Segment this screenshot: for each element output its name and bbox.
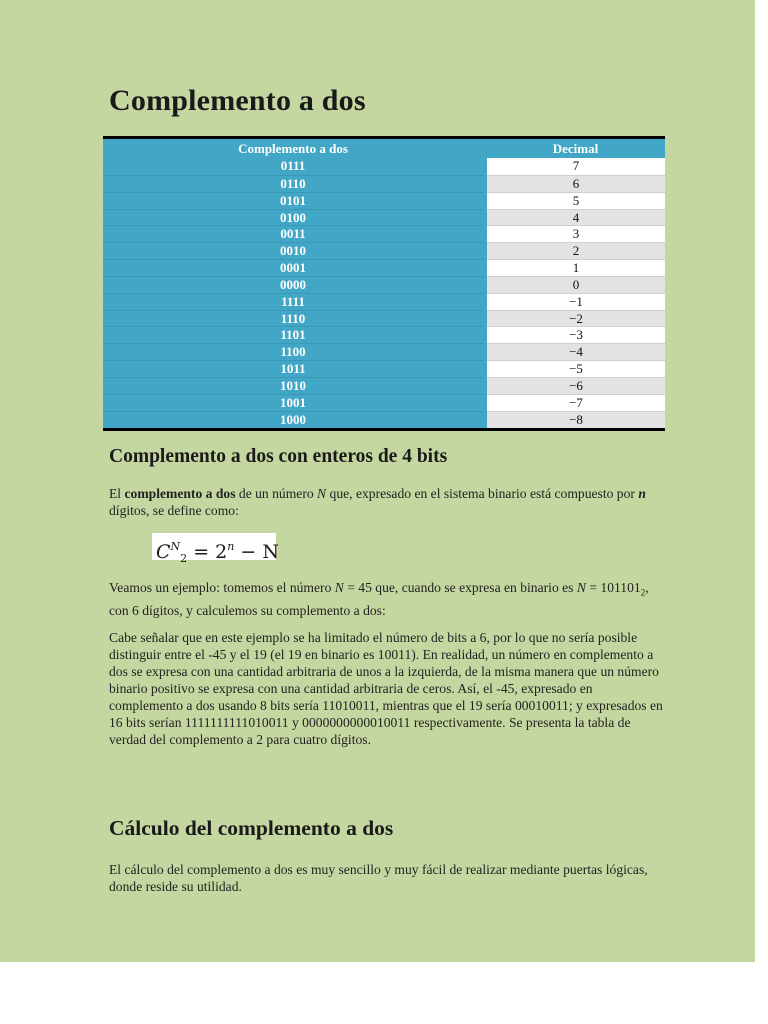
formula-image xyxy=(152,533,279,565)
formula-exponent: n xyxy=(227,540,235,553)
table-row xyxy=(103,411,665,428)
decimal-cell: −1 xyxy=(487,293,665,310)
text-span: Veamos un ejemplo: tomemos el número xyxy=(109,580,335,595)
decimal-cell: 2 xyxy=(487,242,665,259)
decimal-cell: −8 xyxy=(487,411,665,428)
variable-N: N xyxy=(317,486,327,501)
table-row xyxy=(103,310,665,327)
binary-cell: 0001 xyxy=(103,259,483,276)
decimal-cell: 3 xyxy=(487,225,665,242)
table-row xyxy=(103,377,665,394)
table-row xyxy=(103,326,665,343)
binary-cell: 1110 xyxy=(103,310,483,327)
decimal-cell: 0 xyxy=(487,276,665,293)
binary-cell: 1111 xyxy=(103,293,483,310)
table-row xyxy=(103,276,665,293)
binary-cell: 0011 xyxy=(103,225,483,242)
binary-cell: 0111 xyxy=(103,158,483,175)
table-header-row xyxy=(103,139,665,158)
binary-cell: 1100 xyxy=(103,343,483,360)
explanation-paragraph: Cabe señalar que en este ejemplo se ha limitado el número de bits a 6, por lo que no sería posible distinguir entre el -45 y el 19 (el 19 en binario es 10011). En realidad, un número en complemento a dos se expresa con una cantidad arbitraria de unos a la izquierda, de la misma manera que un número binario positivo se expresa con una cantidad arbitraria de ceros. Así, el -45, expresado en complemento a dos usando 8 bits sería 11010011, mientras que el 19 sería 00010011; y expresados en 16 bits serían 1111111111010011 y 0000000000010011 respectivamente. Se presenta la tabla de verdad del complemento a 2 para cuatro dígitos. xyxy=(109,630,663,747)
table-row xyxy=(103,158,665,175)
table-row xyxy=(103,175,665,192)
formula-superscript: N xyxy=(170,540,181,553)
decimal-cell: 4 xyxy=(487,209,665,226)
text-span: que, expresado en el sistema binario está compuesto por xyxy=(326,486,639,501)
binary-cell: 1000 xyxy=(103,411,483,428)
formula-text: = 2 xyxy=(187,541,228,563)
binary-cell: 0100 xyxy=(103,209,483,226)
section-heading-4bits: Complemento a dos con enteros de 4 bits xyxy=(109,446,448,467)
formula-subscript: 2 xyxy=(180,552,188,565)
decimal-cell: −6 xyxy=(487,377,665,394)
page-title: Complemento a dos xyxy=(109,84,366,117)
text-span: = 45 que, cuando se expresa en binario es xyxy=(343,580,577,595)
example-paragraph xyxy=(109,579,669,619)
section-heading-calculo: Cálculo del complemento a dos xyxy=(109,816,394,840)
text-span: = 101101 xyxy=(585,580,641,595)
decimal-cell: 7 xyxy=(487,158,665,175)
binary-cell: 1001 xyxy=(103,394,483,411)
decimal-cell: 6 xyxy=(487,175,665,192)
decimal-cell: −3 xyxy=(487,326,665,343)
table-row xyxy=(103,225,665,242)
binary-cell: 0101 xyxy=(103,192,483,209)
binary-cell: 0110 xyxy=(103,175,483,192)
table-row xyxy=(103,360,665,377)
column-header-binary: Complemento a dos xyxy=(103,139,483,158)
binary-cell: 1010 xyxy=(103,377,483,394)
decimal-cell: −5 xyxy=(487,360,665,377)
table-row xyxy=(103,209,665,226)
formula-text: − N xyxy=(234,541,279,563)
table-row xyxy=(103,343,665,360)
base-subscript: 2 xyxy=(640,587,646,598)
binary-cell: 1011 xyxy=(103,360,483,377)
table-row xyxy=(103,242,665,259)
table-body xyxy=(103,158,665,428)
text-span: dígitos, se define como: xyxy=(109,503,239,518)
text-span: , con 6 dígitos, y calculemos su complemento a dos: xyxy=(109,580,649,618)
table-row xyxy=(103,192,665,209)
variable-N: N xyxy=(334,580,344,595)
bold-term: complemento a dos xyxy=(124,486,236,501)
table-row xyxy=(103,259,665,276)
decimal-cell: −7 xyxy=(487,394,665,411)
table-row xyxy=(103,293,665,310)
binary-cell: 1101 xyxy=(103,326,483,343)
decimal-cell: 1 xyxy=(487,259,665,276)
table-row xyxy=(103,394,665,411)
binary-cell: 0010 xyxy=(103,242,483,259)
variable-n: n xyxy=(638,486,646,501)
variable-N: N xyxy=(576,580,586,595)
definition-paragraph xyxy=(109,485,669,519)
formula-symbol: C xyxy=(156,541,171,563)
text-span: de un número xyxy=(235,486,318,501)
text-span: El xyxy=(109,486,125,501)
truth-table xyxy=(103,136,665,431)
calculation-paragraph: El cálculo del complemento a dos es muy sencillo y muy fácil de realizar mediante puertas lógicas, donde reside su utilidad. xyxy=(109,862,648,894)
decimal-cell: −2 xyxy=(487,310,665,327)
decimal-cell: 5 xyxy=(487,192,665,209)
column-header-decimal: Decimal xyxy=(486,139,665,158)
decimal-cell: −4 xyxy=(487,343,665,360)
binary-cell: 0000 xyxy=(103,276,483,293)
